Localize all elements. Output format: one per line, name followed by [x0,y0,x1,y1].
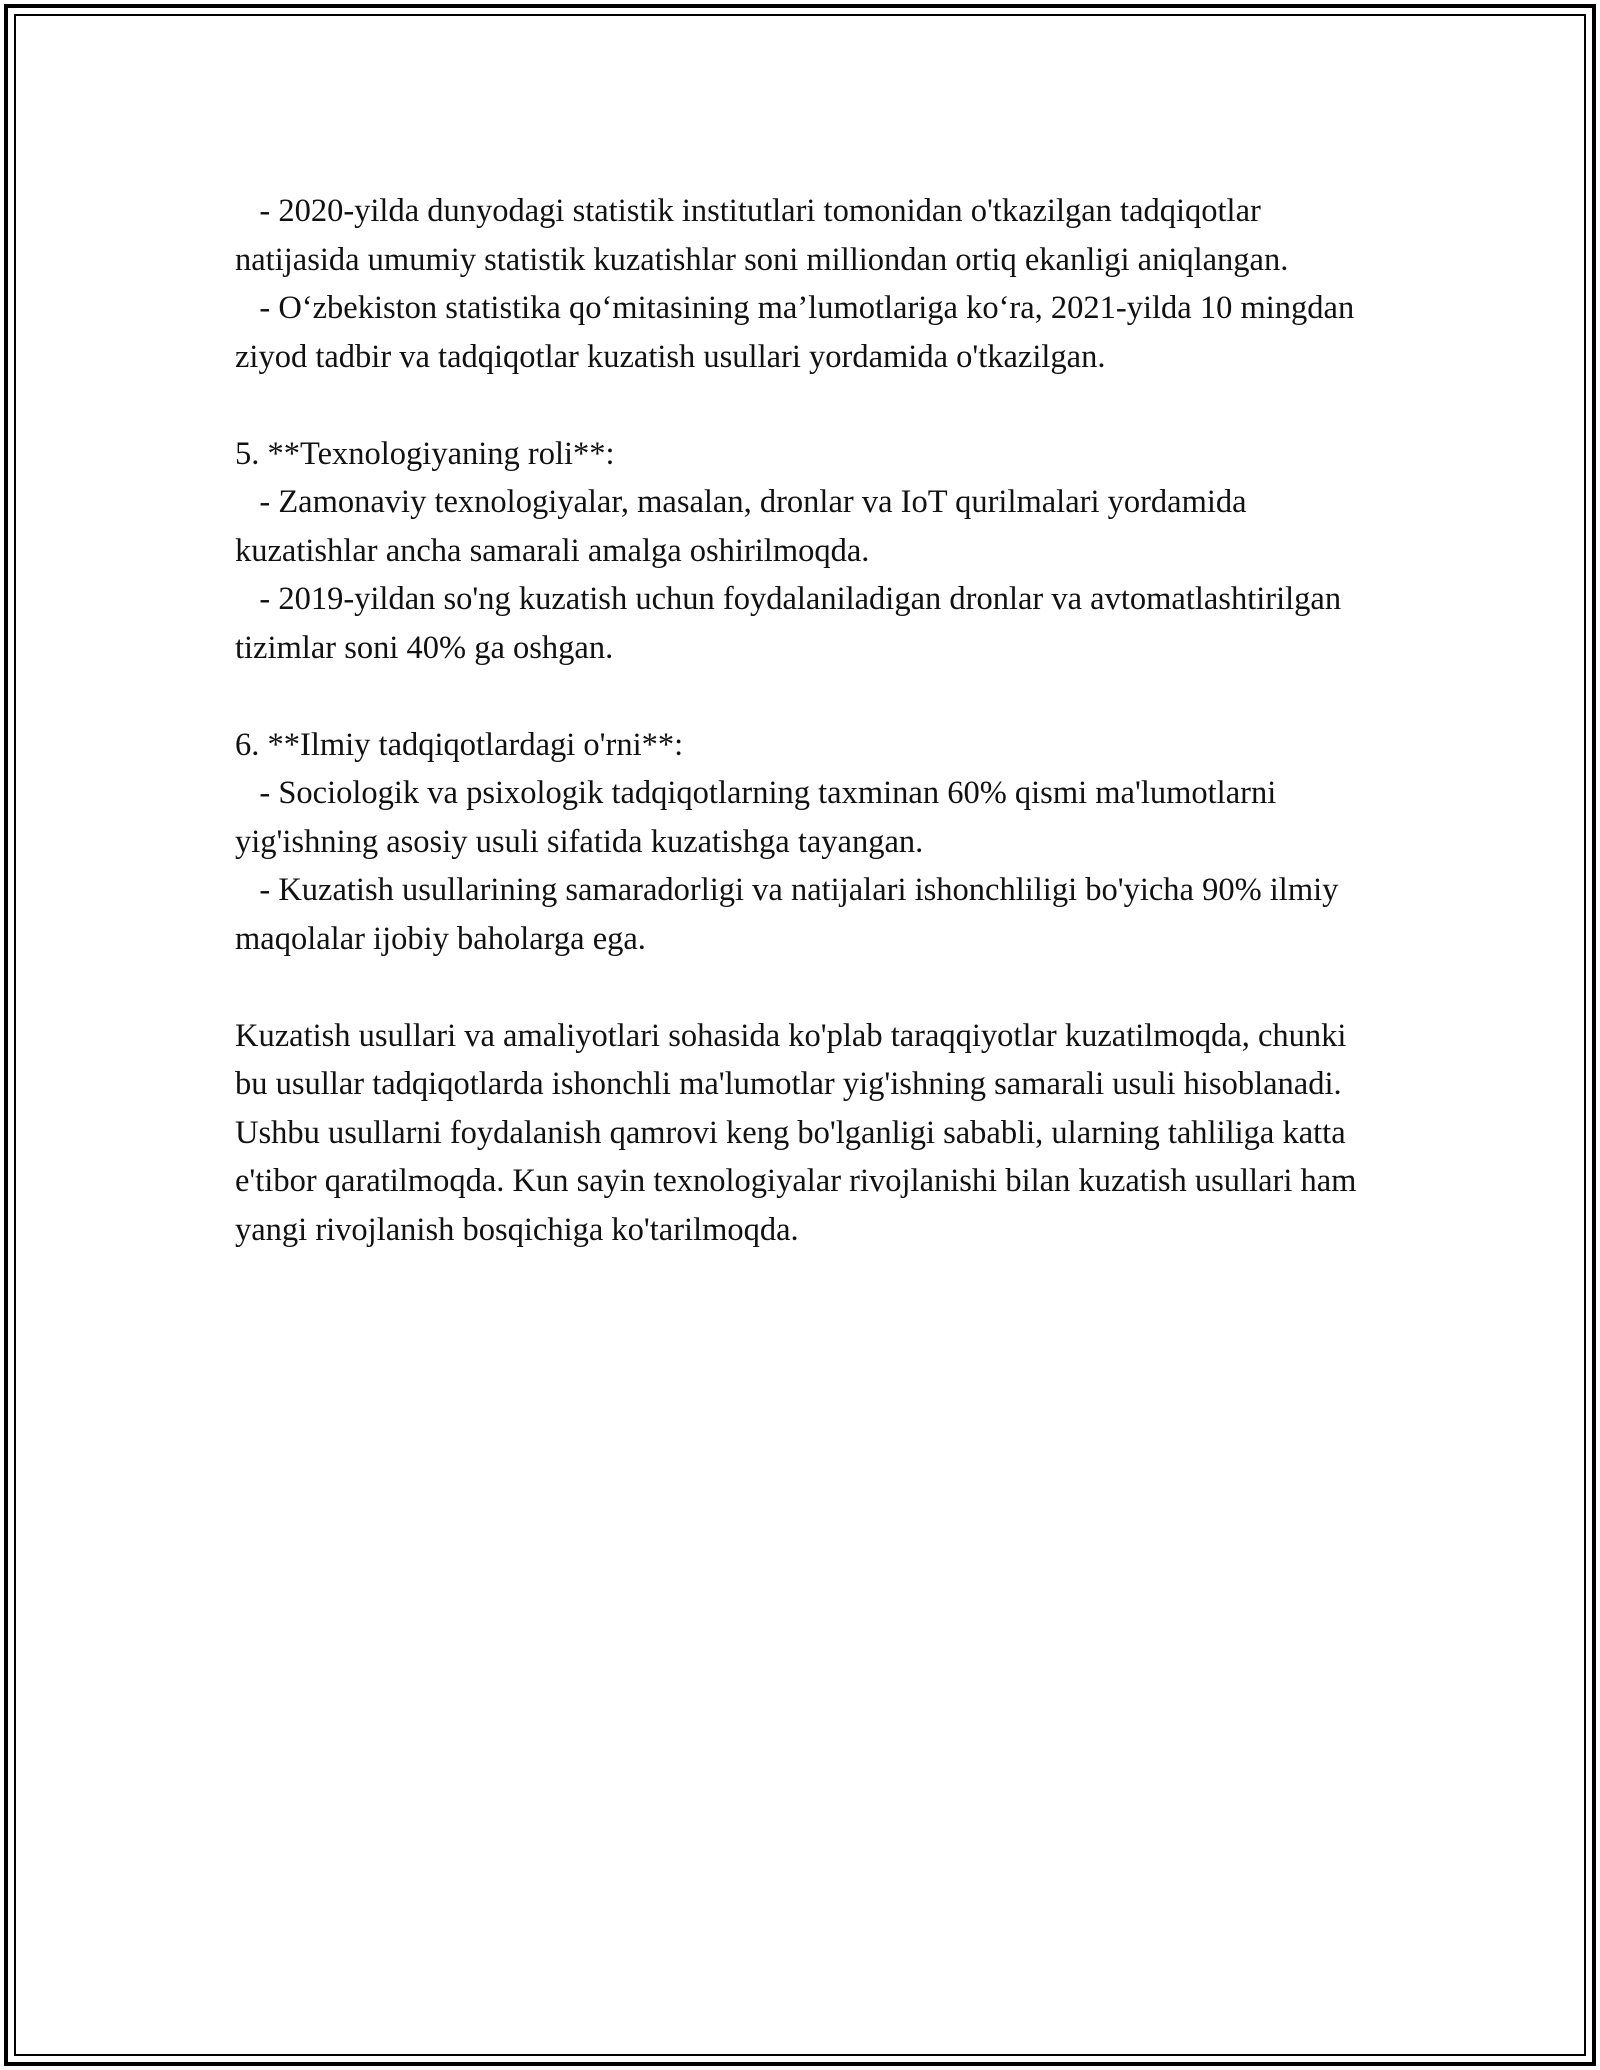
section-5-bullet-modern-technologies: - Zamonaviy texnologiyalar, masalan, dronlar va IoT qurilmalari yordamida kuzatishlar ancha samarali amalga oshirilmoqda. [235,484,1247,569]
bullet-statistical-observations-2020: - 2020-yilda dunyodagi statistik institutlari tomonidan o'tkazilgan tadqiqotlar natijasida umumiy statistik kuzatishlar soni milliondan ortiq ekanligi aniqlangan. [235,193,1289,278]
conclusion-paragraph: Kuzatish usullari va amaliyotlari sohasida ko'plab taraqqiyotlar kuzatilmoqda, chunki bu usullar tadqiqotlarda ishonchli ma'lumotlar yig'ishning samarali usuli hisoblanadi. Ushbu usullarni foydalanish qamrovi keng bo'lganligi sababli, ularning tahliliga katta e'tibor qaratilmoqda. Kun sayin texnologiyalar rivojlanishi bilan kuzatish usullari ham yangi rivojlanish bosqichiga ko'tarilmoqda. [235,1017,1357,1248]
section-5-bullet-drones-growth: - 2019-yildan so'ng kuzatish uchun foydalaniladigan dronlar va avtomatlashtirilgan tizimlar soni 40% ga oshgan. [235,581,1342,666]
section-6-heading: 6. **Ilmiy tadqiqotlardagi o'rni**: [235,726,684,763]
paragraph-gap [235,963,1385,1012]
section-5-heading: 5. **Texnologiyaning roli**: [235,435,615,472]
paragraph-gap [235,672,1385,721]
document-body [235,187,1385,1254]
section-6-bullet-sociological-research: - Sociologik va psixologik tadqiqotlarning taxminan 60% qismi ma'lumotlarni yig'ishning asosiy usuli sifatida kuzatishga tayangan. [235,775,1277,860]
bullet-uzbekistan-statistics-2021: - O‘zbekiston statistika qo‘mitasining ma’lumotlariga ko‘ra, 2021-yilda 10 mingdan ziyod tadbir va tadqiqotlar kuzatish usullari yordamida o'tkazilgan. [235,290,1355,375]
paragraph-gap [235,381,1385,430]
section-6-bullet-scientific-articles: - Kuzatish usullarining samaradorligi va natijalari ishonchliligi bo'yicha 90% ilmiy maqolalar ijobiy baholarga ega. [235,872,1339,957]
